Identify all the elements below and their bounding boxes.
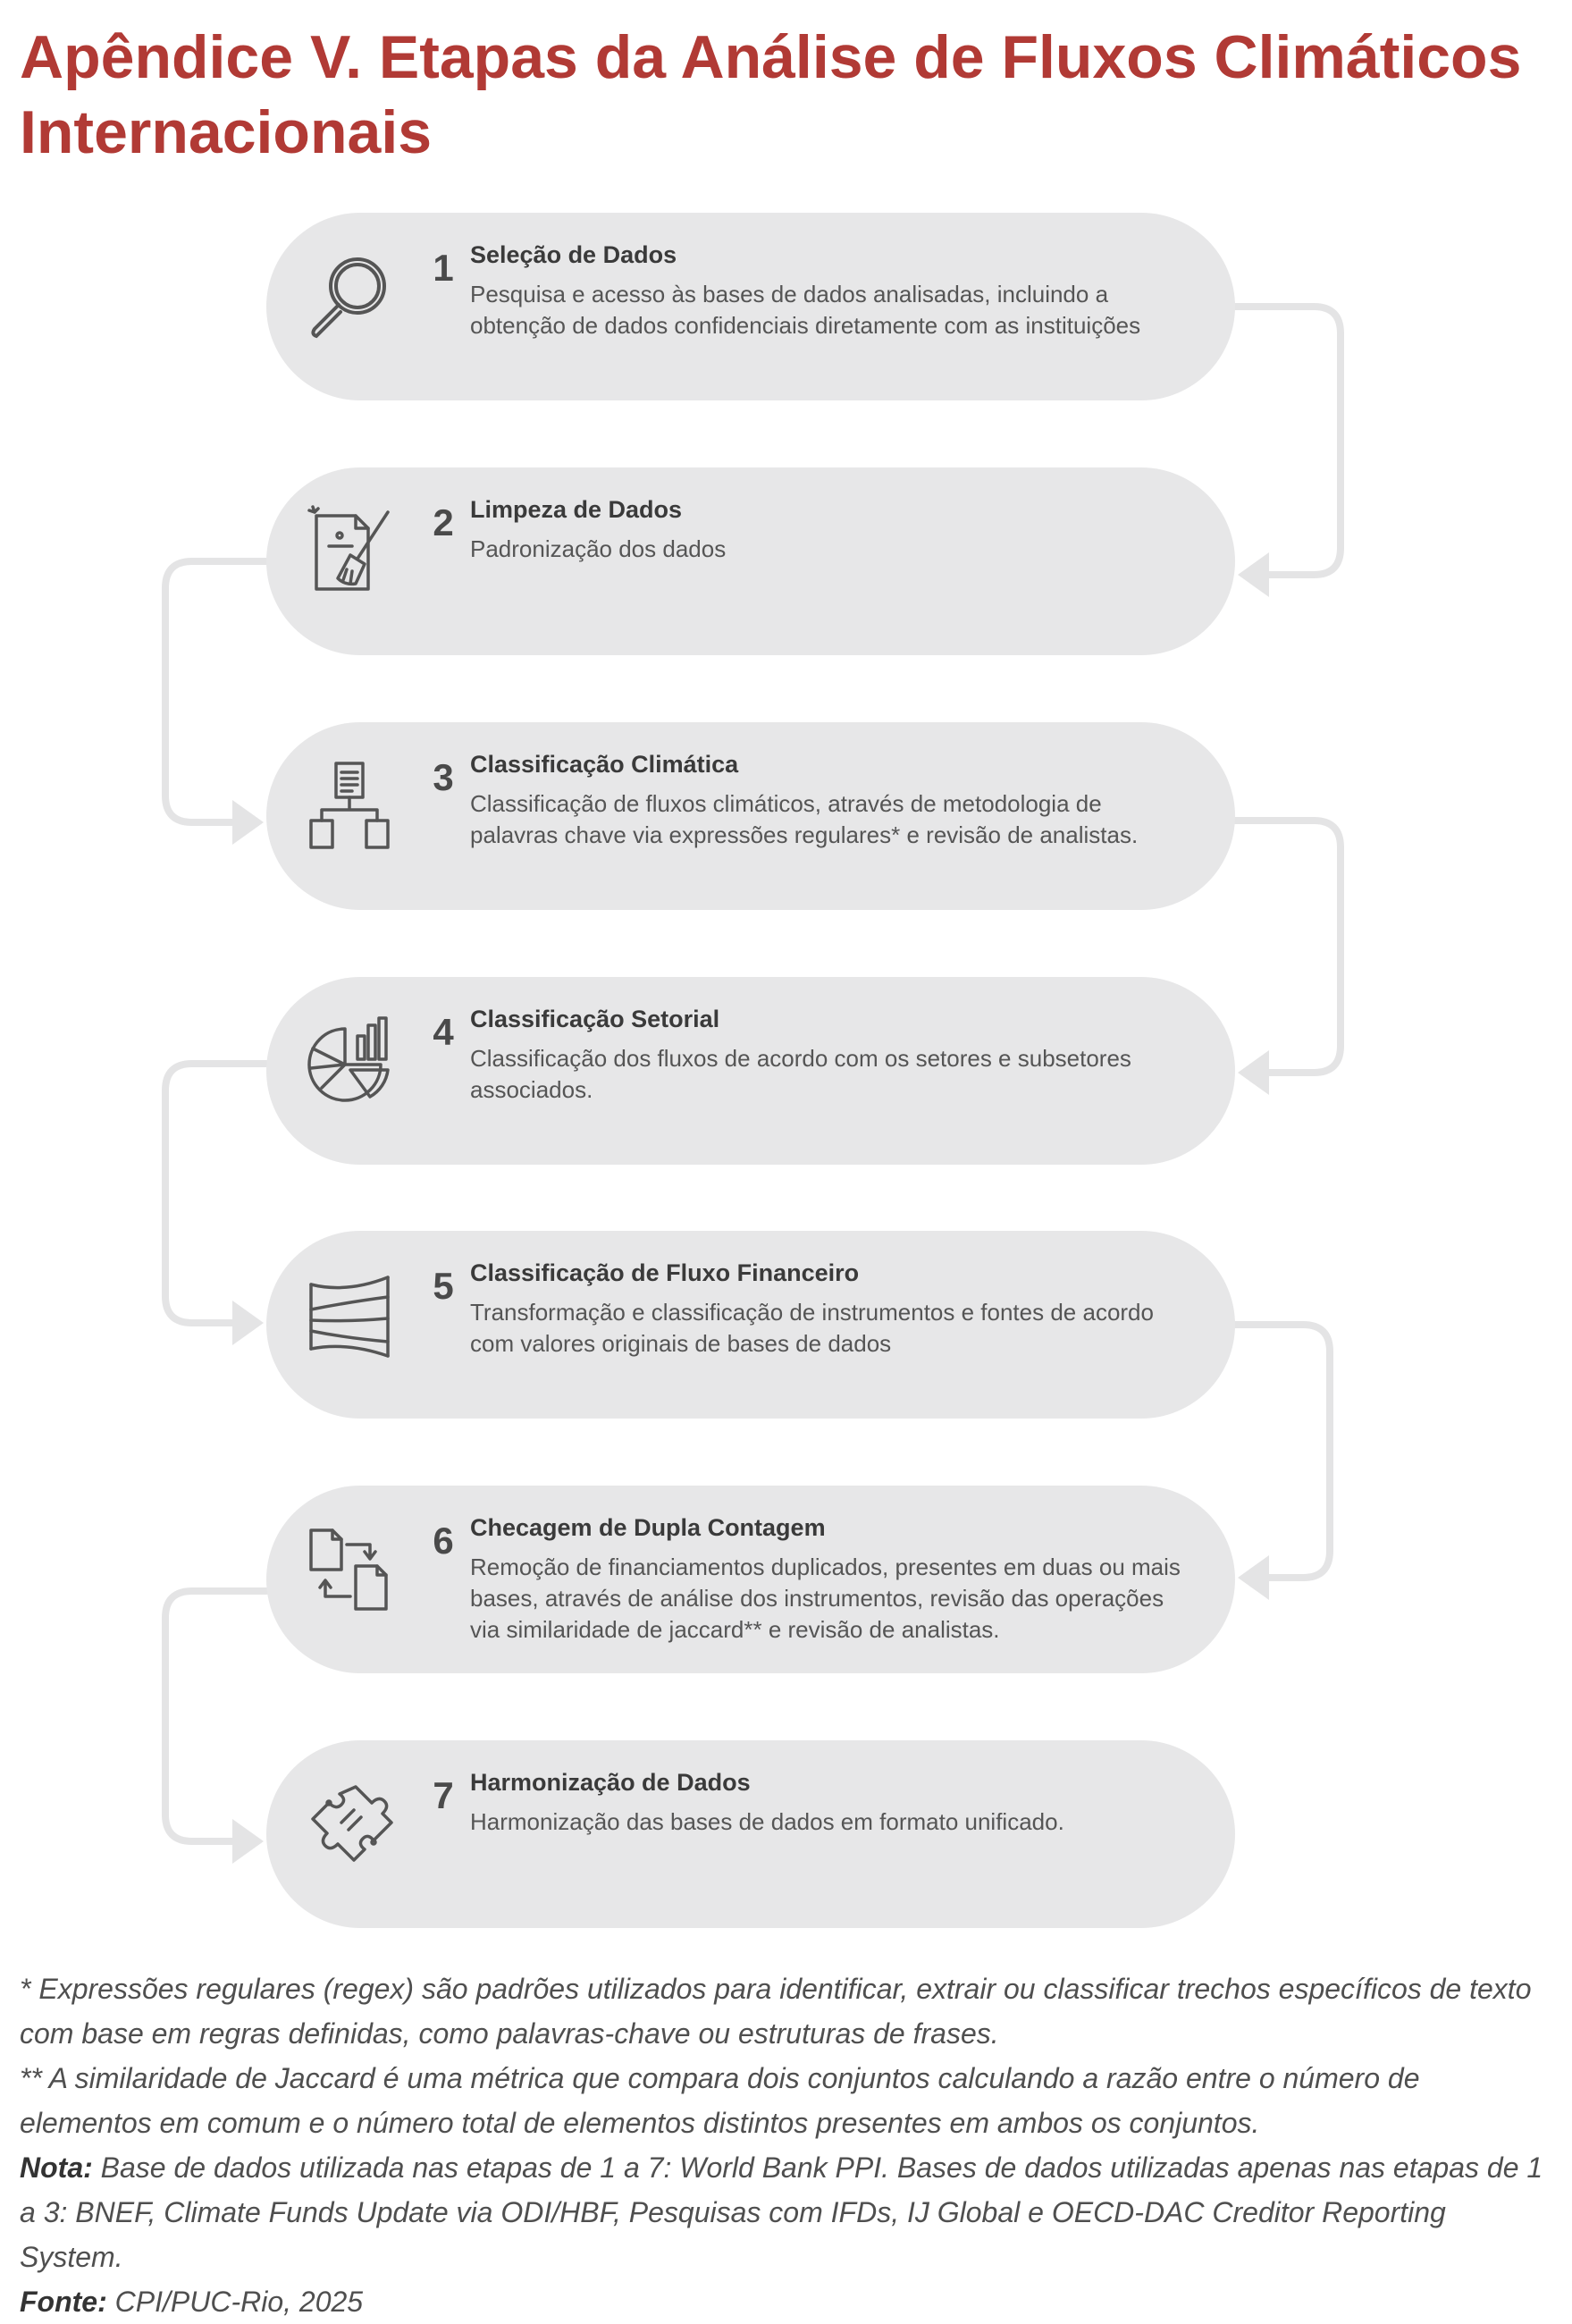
step-number: 1 bbox=[433, 247, 454, 289]
step-number: 2 bbox=[433, 501, 454, 543]
connector-1-2 bbox=[1235, 307, 1341, 575]
step-title: Classificação Climática bbox=[470, 751, 739, 778]
step-title: Classificação Setorial bbox=[470, 1006, 720, 1032]
footnote-jaccard: ** A similaridade de Jaccard é uma métrica que compara dois conjuntos calculando a razão entre o número de elementos em comum e o número total de elementos distintos presentes em ambos os conjuntos. bbox=[20, 2062, 1420, 2139]
pie-bar-chart-icon bbox=[302, 1013, 400, 1111]
magnifier-icon bbox=[302, 248, 400, 347]
arrowhead-6 bbox=[1238, 1555, 1269, 1600]
step-description: Classificação de fluxos climáticos, através de metodologia de palavras chave via expressões regulares* e revisão de analistas. bbox=[470, 790, 1139, 848]
puzzle-icon bbox=[302, 1776, 400, 1874]
step-title: Checagem de Dupla Contagem bbox=[470, 1514, 826, 1541]
step-7 bbox=[266, 1740, 1235, 1928]
source-label: Fonte: bbox=[20, 2286, 107, 2318]
step-description: Padronização dos dados bbox=[470, 535, 727, 562]
step-title: Classificação de Fluxo Financeiro bbox=[470, 1259, 860, 1286]
step-description: Classificação dos fluxos de acordo com os setores e subsetores associados. bbox=[470, 1045, 1131, 1103]
note-line bbox=[20, 2145, 1557, 2279]
step-1 bbox=[266, 213, 1235, 400]
note-label: Nota: bbox=[20, 2151, 93, 2184]
document-hierarchy-icon bbox=[302, 758, 400, 856]
step-description: Transformação e classificação de instrumentos e fontes de acordo com valores originais de bases de dados bbox=[470, 1299, 1154, 1357]
step-description: Harmonização das bases de dados em formato unificado. bbox=[470, 1808, 1064, 1835]
connector-6-7 bbox=[165, 1591, 266, 1841]
document-broom-icon bbox=[302, 503, 400, 602]
step-number: 5 bbox=[433, 1265, 454, 1307]
arrowhead-5 bbox=[232, 1301, 264, 1345]
page-title: Apêndice V. Etapas da Análise de Fluxos Climáticos Internacionais bbox=[20, 23, 1522, 166]
connector-5-6 bbox=[1235, 1325, 1330, 1578]
arrowhead-2 bbox=[1238, 552, 1269, 597]
step-number: 4 bbox=[433, 1011, 454, 1053]
step-6 bbox=[266, 1486, 1235, 1673]
arrowhead-4 bbox=[1238, 1050, 1269, 1095]
connector-2-3 bbox=[165, 561, 266, 822]
step-4 bbox=[266, 977, 1235, 1165]
arrowhead-3 bbox=[232, 800, 264, 845]
step-5 bbox=[266, 1231, 1235, 1419]
step-title: Limpeza de Dados bbox=[470, 496, 683, 523]
footnotes bbox=[20, 1966, 1557, 2324]
connector-3-4 bbox=[1235, 821, 1341, 1073]
source-text: CPI/PUC-Rio, 2025 bbox=[106, 2286, 364, 2318]
step-3 bbox=[266, 722, 1235, 910]
sankey-flow-icon bbox=[302, 1267, 400, 1365]
note-text: Base de dados utilizada nas etapas de 1 a 7: World Bank PPI. Bases de dados utilizadas apenas nas etapas de 1 a 3: BNEF, Climate Funds Update via ODI/HBF, Pesquisas com IFDs, IJ Global e OECD-DAC Creditor Reporting System. bbox=[20, 2151, 1543, 2273]
arrowhead-7 bbox=[232, 1819, 264, 1864]
step-description: Remoção de financiamentos duplicados, presentes em duas ou mais bases, através de análise dos instrumentos, revisão das operações via similaridade de jaccard** e revisão de analistas. bbox=[470, 1554, 1181, 1643]
document-swap-icon bbox=[302, 1521, 400, 1620]
step-number: 3 bbox=[433, 756, 454, 798]
step-number: 6 bbox=[433, 1520, 454, 1562]
step-2 bbox=[266, 467, 1235, 655]
footnote-regex: * Expressões regulares (regex) são padrões utilizados para identificar, extrair ou classificar trechos específicos de texto com base em regras definidas, como palavras-chave ou estruturas de frases. bbox=[20, 1973, 1532, 2050]
step-title: Seleção de Dados bbox=[470, 241, 677, 268]
connector-4-5 bbox=[165, 1064, 266, 1323]
step-description: Pesquisa e acesso às bases de dados analisadas, incluindo a obtenção de dados confidenciais diretamente com as instituições bbox=[470, 281, 1141, 339]
step-number: 7 bbox=[433, 1774, 454, 1816]
source-line bbox=[20, 2279, 1557, 2324]
step-title: Harmonização de Dados bbox=[470, 1769, 751, 1796]
